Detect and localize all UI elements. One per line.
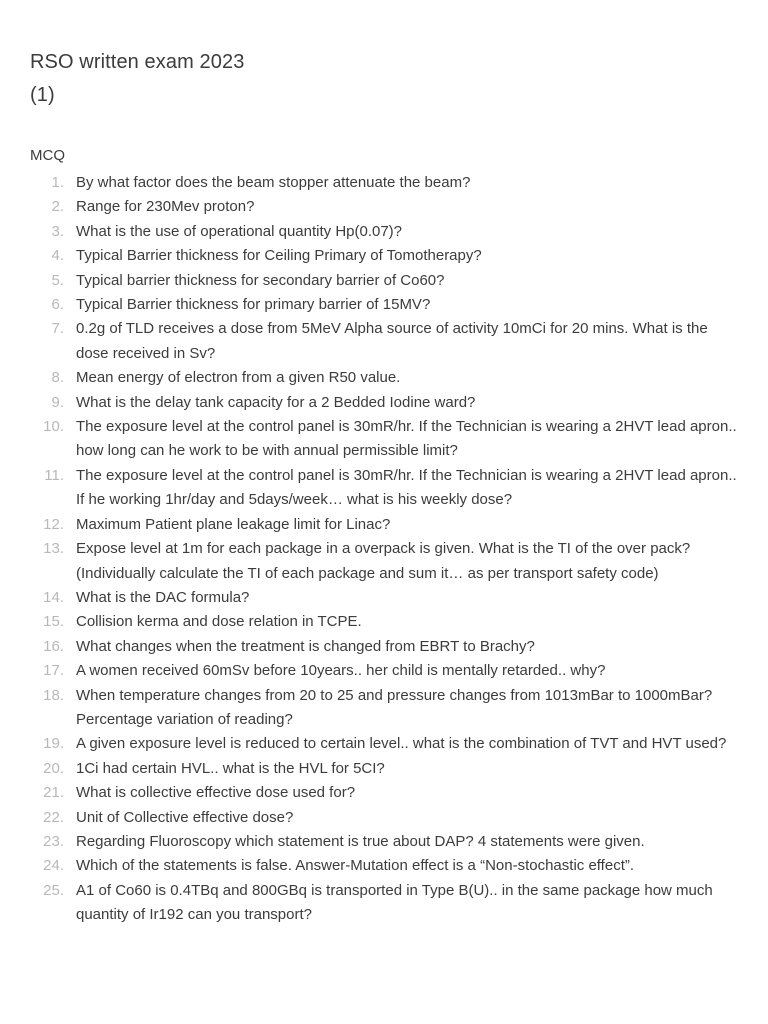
title-line-2: (1): [30, 84, 55, 106]
list-item: [30, 537, 740, 586]
question-number: 2.: [51, 198, 64, 216]
question-number: 20.: [43, 759, 64, 777]
question-number: 4.: [51, 247, 64, 265]
question-number: 3.: [51, 222, 64, 240]
question-text: Regarding Fluoroscopy which statement is true about DAP? 4 statements were given.: [76, 832, 645, 850]
question-text: What changes when the treatment is changed from EBRT to Brachy?: [76, 637, 535, 655]
question-text: What is the DAC formula?: [76, 588, 250, 606]
question-text: What is collective effective dose used for?: [76, 784, 356, 802]
list-item: [30, 879, 740, 928]
question-text: Range for 230Mev proton?: [76, 198, 255, 216]
list-item: [30, 391, 740, 415]
question-text: Expose level at 1m for each package in a overpack is given. What is the TI of the over pack? (Individually calculate the TI of each package and sum it… as per transport safety code): [76, 540, 691, 582]
question-number: 13.: [43, 540, 64, 558]
question-text: Unit of Collective effective dose?: [76, 808, 294, 826]
list-item: [30, 659, 740, 683]
list-item: [30, 610, 740, 634]
question-text: Collision kerma and dose relation in TCPE.: [76, 613, 362, 631]
question-text: Typical barrier thickness for secondary barrier of Co60?: [76, 271, 445, 289]
list-item: [30, 586, 740, 610]
question-number: 23.: [43, 832, 64, 850]
list-item: [30, 171, 740, 195]
question-number: 12.: [43, 515, 64, 533]
list-item: [30, 317, 740, 366]
question-number: 6.: [51, 296, 64, 314]
document-page: [30, 46, 740, 928]
list-item: [30, 195, 740, 219]
list-item: [30, 293, 740, 317]
question-number: 10.: [43, 418, 64, 436]
list-item: [30, 732, 740, 756]
list-item: [30, 757, 740, 781]
question-number: 18.: [43, 686, 64, 704]
list-item: [30, 806, 740, 830]
question-text: By what factor does the beam stopper attenuate the beam?: [76, 174, 471, 191]
question-number: 17.: [43, 662, 64, 680]
question-number: 19.: [43, 735, 64, 753]
question-text: The exposure level at the control panel is 30mR/hr. If the Technician is wearing a 2HVT lead apron.. how long can he work to be with annual permissible limit?: [76, 418, 737, 460]
list-item: [30, 830, 740, 854]
list-item: [30, 269, 740, 293]
question-text: A given exposure level is reduced to certain level.. what is the combination of TVT and HVT used?: [76, 735, 727, 753]
list-item: [30, 781, 740, 805]
list-item: [30, 513, 740, 537]
list-item: [30, 415, 740, 464]
question-number: 25.: [43, 881, 64, 899]
question-list: [30, 171, 740, 928]
document-title: [30, 46, 740, 112]
question-text: A women received 60mSv before 10years.. her child is mentally retarded.. why?: [76, 662, 606, 680]
question-number: 5.: [51, 271, 64, 289]
list-item: [30, 635, 740, 659]
question-text: What is the use of operational quantity Hp(0.07)?: [76, 222, 403, 240]
list-item: [30, 464, 740, 513]
question-number: 24.: [43, 857, 64, 875]
list-item: [30, 244, 740, 268]
question-number: 15.: [43, 613, 64, 631]
list-item: [30, 684, 740, 733]
question-text: Which of the statements is false. Answer-Mutation effect is a “Non-stochastic effect”.: [76, 857, 635, 875]
question-number: 16.: [43, 637, 64, 655]
question-number: 11.: [44, 466, 64, 484]
question-number: 1.: [51, 174, 64, 191]
question-number: 14.: [43, 588, 64, 606]
question-text: When temperature changes from 20 to 25 and pressure changes from 1013mBar to 1000mBar? Percentage variation of reading?: [76, 686, 713, 728]
question-number: 22.: [43, 808, 64, 826]
question-text: What is the delay tank capacity for a 2 Bedded Iodine ward?: [76, 393, 476, 411]
question-text: 1Ci had certain HVL.. what is the HVL for 5CI?: [76, 759, 385, 777]
question-number: 9.: [51, 393, 64, 411]
question-text: Maximum Patient plane leakage limit for Linac?: [76, 515, 391, 533]
question-text: The exposure level at the control panel is 30mR/hr. If the Technician is wearing a 2HVT lead apron.. If he working 1hr/day and 5days/week… what is his weekly dose?: [76, 466, 737, 509]
question-text: A1 of Co60 is 0.4TBq and 800GBq is transported in Type B(U).. in the same package how much quantity of Ir192 can you transport?: [76, 881, 713, 924]
title-line-1: RSO written exam 2023: [30, 51, 245, 73]
question-number: 8.: [51, 369, 64, 387]
section-label-mcq: MCQ: [30, 147, 65, 164]
question-text: Typical Barrier thickness for primary barrier of 15MV?: [76, 296, 431, 314]
question-text: Mean energy of electron from a given R50 value.: [76, 369, 401, 387]
list-item: [30, 854, 740, 878]
question-number: 21.: [43, 784, 64, 802]
question-number: 7.: [51, 320, 64, 338]
question-text: 0.2g of TLD receives a dose from 5MeV Alpha source of activity 10mCi for 20 mins. What is the dose received in Sv?: [76, 320, 708, 362]
list-item: [30, 220, 740, 244]
question-text: Typical Barrier thickness for Ceiling Primary of Tomotherapy?: [76, 247, 482, 265]
list-item: [30, 366, 740, 390]
